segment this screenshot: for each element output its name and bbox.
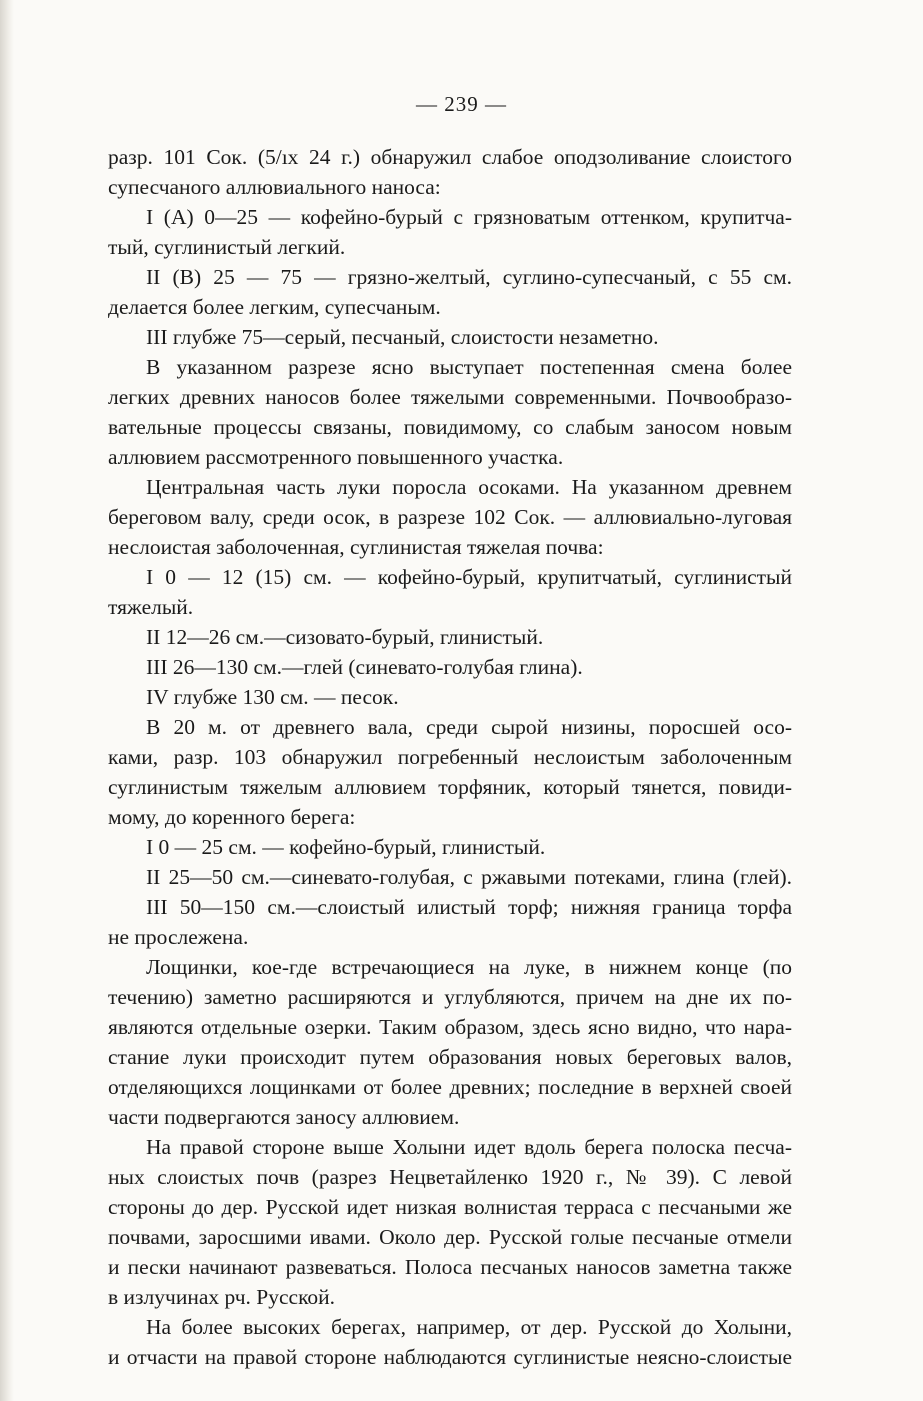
text-line: II 25—50 см.—синевато-голубая, с ржавыми потеками, глина (глей). [146, 865, 792, 889]
text-line: II (B) 25 — 75 — грязно-желтый, суглино-супесчаный, с 55 см. [146, 265, 792, 289]
text-line: и пески начинают развеваться. Полоса песчаных наносов заметна также [108, 1255, 792, 1279]
text-line: В 20 м. от древнего вала, среди сырой низины, поросшей осо- [146, 715, 792, 739]
page-binding-shadow [0, 0, 14, 1401]
text-line: и отчасти на правой стороне наблюдаются суглинистые неясно-слоистые [108, 1345, 792, 1369]
text-line: I (A) 0—25 — кофейно-бурый с грязноватым оттенком, крупитча- [146, 205, 792, 229]
text-line: тый, суглинистый легкий. [108, 235, 346, 259]
text-line: III 26—130 см.—глей (синевато-голубая глина). [146, 655, 583, 679]
text-line: стороны до дер. Русской идет низкая волнистая терраса с песчаными же [108, 1195, 792, 1219]
text-line: ками, разр. 103 обнаружил погребенный неслоистым заболоченным [108, 745, 792, 769]
text-line: мому, до коренного берега: [108, 805, 356, 829]
text-line: легких древних наносов более тяжелыми современными. Почвообразо- [108, 385, 792, 409]
text-line: вательные процессы связаны, повидимому, со слабым заносом новым [108, 415, 792, 439]
text-line: являются отдельные озерки. Таким образом, здесь ясно видно, что нара- [108, 1015, 792, 1039]
text-line: в излучинах рч. Русской. [108, 1285, 336, 1309]
text-line: I 0 — 12 (15) см. — кофейно-бурый, крупитчатый, суглинистый [146, 565, 792, 589]
text-line: разр. 101 Сок. (5/ıx 24 г.) обнаружил слабое оподзоливание слоистого [108, 145, 792, 169]
text-line: II 12—26 см.—сизовато-бурый, глинистый. [146, 625, 544, 649]
body-text [108, 142, 792, 1372]
text-line: береговом валу, среди осок, в разрезе 102 Сок. — аллювиально-луговая [108, 505, 792, 529]
text-line: течению) заметно расширяются и углубляются, причем на дне их по- [108, 985, 792, 1009]
text-line: не прослежена. [108, 925, 249, 949]
text-line: ных слоистых почв (разрез Нецветайленко 1920 г., № 39). С левой [108, 1165, 792, 1189]
text-line: почвами, заросшими ивами. Около дер. Русской голые песчаные отмели [108, 1225, 792, 1249]
text-line: На правой стороне выше Холыни идет вдоль берега полоска песча- [146, 1135, 792, 1159]
text-line: Лощинки, кое-где встречающиеся на луке, в нижнем конце (по [146, 955, 792, 979]
page-number: — 239 — [416, 92, 507, 116]
text-line: суглинистым тяжелым аллювием торфяник, который тянется, повиди- [108, 775, 792, 799]
text-line: супесчаного аллювиального наноса: [108, 175, 441, 199]
text-line: делается более легким, супесчаным. [108, 295, 441, 319]
text-line: части подвергаются заносу аллювием. [108, 1105, 460, 1129]
text-line: стание луки происходит путем образования новых береговых валов, [108, 1045, 792, 1069]
text-line: IV глубже 130 см. — песок. [146, 685, 399, 709]
text-line: аллювием рассмотренного повышенного участка. [108, 445, 564, 469]
text-line: неслоистая заболоченная, суглинистая тяжелая почва: [108, 535, 604, 559]
text-line: I 0 — 25 см. — кофейно-бурый, глинистый. [146, 835, 546, 859]
text-line: В указанном разрезе ясно выступает постепенная смена более [146, 355, 792, 379]
text-line: Центральная часть луки поросла осоками. На указанном древнем [146, 475, 792, 499]
text-line: III 50—150 см.—слоистый илистый торф; нижняя граница торфа [146, 895, 792, 919]
text-line: тяжелый. [108, 595, 194, 619]
text-line: отделяющихся лощинками от более древних; последние в верхней своей [108, 1075, 792, 1099]
text-line: III глубже 75—серый, песчаный, слоистости незаметно. [146, 325, 659, 349]
text-line: На более высоких берегах, например, от дер. Русской до Холыни, [146, 1315, 792, 1339]
